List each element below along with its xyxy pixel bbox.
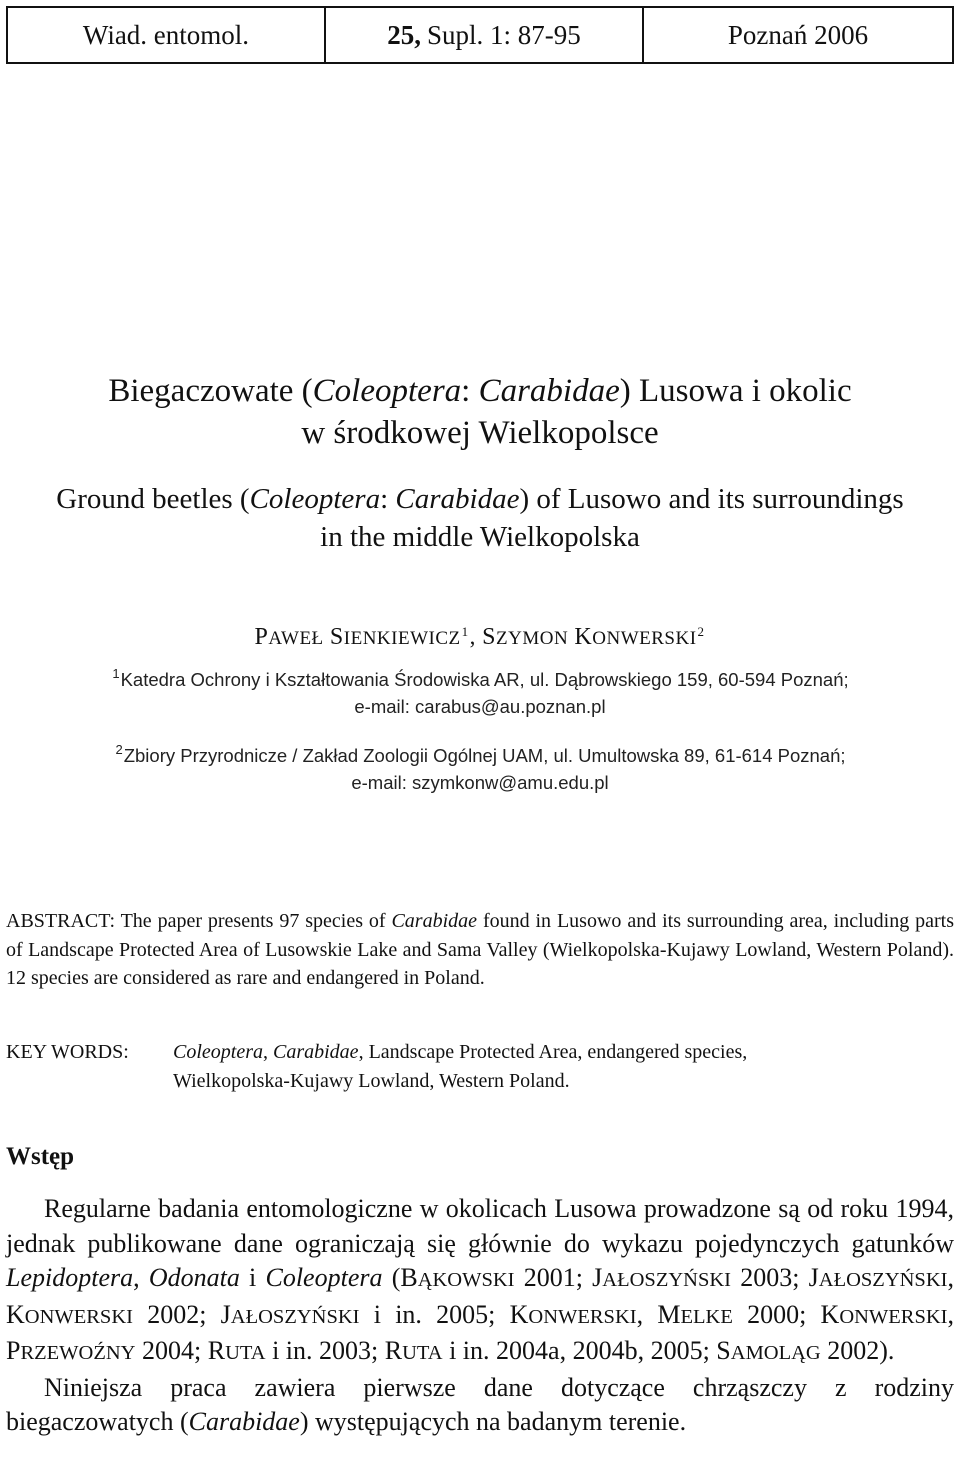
- intro-text: 2000;: [732, 1299, 821, 1329]
- title-polish: [0, 370, 960, 454]
- cite-name: ONWERSKI: [528, 1305, 637, 1328]
- title-polish-line1: [0, 370, 960, 412]
- taxon-lepidoptera: Lepidoptera: [6, 1263, 134, 1292]
- author-2-first-rest: ZYMON: [496, 628, 569, 649]
- author-2-sup: 2: [697, 624, 705, 639]
- title-en-taxon1: Coleoptera: [249, 483, 381, 515]
- cite-name: UTA: [402, 1342, 443, 1364]
- intro-text: 2003;: [730, 1263, 809, 1292]
- title-en-sep: :: [380, 483, 396, 515]
- intro-paragraph-2: [6, 1371, 954, 1440]
- author-1-first-rest: AWEŁ: [268, 628, 324, 649]
- title-en-taxon2: Carabidae: [395, 483, 520, 515]
- keywords-rest1: , Landscape Protected Area, endangered species,: [358, 1041, 748, 1063]
- author-2-last-rest: ONWERSKI: [592, 628, 697, 649]
- author-1-last-initial: S: [329, 624, 344, 650]
- affiliation-2-text: Zbiory Przyrodnicze / Zakład Zoologii Ogólnej UAM, ul. Umultowska 89, 61-614 Poznań;: [123, 745, 846, 766]
- affiliation-2-email: e-mail: szymkonw@amu.edu.pl: [351, 772, 609, 793]
- cite-name: ĄKOWSKI: [417, 1269, 515, 1291]
- cite-name: UTA: [225, 1342, 266, 1364]
- intro-text: i: [239, 1263, 266, 1292]
- author-2-last-initial: K: [574, 624, 593, 650]
- place-year: Poznań 2006: [727, 19, 869, 50]
- title-pl-post: ) Lusowa i okolic: [619, 373, 852, 409]
- volume-number: 25,: [387, 19, 421, 50]
- author-2: [482, 624, 705, 649]
- cite-name: ONWERSKI: [24, 1305, 133, 1328]
- keyword-carabidae: Carabidae: [273, 1041, 359, 1063]
- abstract: [6, 907, 954, 993]
- intro-text: ) występujących na badanym terenie.: [299, 1407, 687, 1436]
- title-pl-pre: Biegaczowate (: [108, 373, 313, 409]
- authors-line: PAWEŁ SIENKIEWICZ$^1$, SZYMON KONWERSKI$^2$: [254, 624, 705, 650]
- cite-initial: P: [6, 1336, 21, 1365]
- affiliation-2: [0, 736, 960, 796]
- place-year-cell: [644, 8, 952, 62]
- cite-initial: K: [6, 1299, 25, 1329]
- cite-name: RZEWOŹNY: [20, 1342, 136, 1364]
- affiliation-2-line1: [0, 736, 960, 769]
- taxon-odonata: Odonata: [148, 1263, 240, 1292]
- abstract-taxon: Carabidae: [391, 910, 478, 932]
- affiliation-1-email: e-mail: carabus@au.poznan.pl: [354, 696, 606, 717]
- affiliation-2-num: 2: [115, 742, 123, 757]
- affiliation-1-num: 1: [112, 666, 120, 681]
- cite-initial: J: [220, 1299, 231, 1329]
- abstract-pre: ABSTRACT: The paper presents 97 species of: [6, 910, 392, 932]
- title-pl-sep: :: [461, 373, 479, 409]
- intro-text: ,: [133, 1263, 149, 1292]
- cite-initial: K: [509, 1299, 529, 1329]
- affiliation-1: [0, 660, 960, 720]
- author-1-sup: 1: [461, 624, 469, 639]
- author-1: [254, 624, 469, 649]
- title-english: [0, 480, 960, 556]
- intro-text: 2002;: [132, 1299, 221, 1329]
- cite-name: ONWERSKI: [839, 1305, 948, 1328]
- journal-header: [6, 6, 954, 64]
- intro-text: 2002).: [820, 1336, 895, 1365]
- cite-initial: R: [384, 1336, 403, 1365]
- title-pl-taxon2: Carabidae: [478, 373, 620, 409]
- cite-initial: J: [808, 1263, 819, 1292]
- intro-text: ,: [947, 1299, 955, 1329]
- cite-initial: J: [592, 1263, 603, 1292]
- intro-text: i in. 2003;: [265, 1336, 385, 1365]
- intro-text: ,: [636, 1299, 658, 1329]
- intro-text: Niniejsza praca zawiera pierwsze dane dotyczące chrząszczy z rodziny biegaczowatych (: [6, 1372, 954, 1436]
- cite-name: AŁOSZYŃSKI: [818, 1269, 948, 1291]
- title-english-line1: [0, 480, 960, 518]
- title-english-line2: in the middle Wielkopolska: [320, 521, 640, 553]
- journal-name: Wiad. entomol.: [82, 19, 250, 50]
- introduction: [6, 1192, 954, 1440]
- intro-paragraph-1: [6, 1192, 954, 1371]
- section-title: Wstęp: [6, 1143, 75, 1170]
- author-1-last-rest: IENKIEWICZ: [343, 628, 461, 649]
- cite-name: AŁOSZYŃSKI: [602, 1269, 731, 1291]
- cite-name: ELKE: [680, 1305, 733, 1328]
- keywords-label: KEY WORDS:: [6, 1041, 129, 1063]
- cite-initial: R: [207, 1336, 226, 1365]
- title-en-pre: Ground beetles (: [56, 483, 250, 515]
- author-2-first-initial: S: [482, 624, 496, 650]
- volume-cell: [326, 8, 644, 62]
- keywords-line1: [6, 1038, 954, 1067]
- cite-name: AŁOSZYŃSKI: [230, 1305, 360, 1328]
- cite-initial: B: [400, 1263, 418, 1292]
- taxon-carabidae: Carabidae: [188, 1407, 300, 1436]
- intro-text: 2001;: [514, 1263, 593, 1292]
- keywords: [6, 1038, 954, 1095]
- issue-pages: Supl. 1: 87-95: [426, 19, 581, 50]
- intro-text: ,: [947, 1263, 954, 1292]
- title-pl-taxon1: Coleoptera: [312, 373, 462, 409]
- keywords-sep: ,: [263, 1041, 273, 1063]
- cite-initial: M: [657, 1299, 681, 1329]
- affiliation-1-line1: [0, 660, 960, 693]
- keywords-line2: Wielkopolska-Kujawy Lowland, Western Poland.: [173, 1069, 570, 1092]
- cite-initial: S: [716, 1336, 731, 1365]
- cite-initial: K: [820, 1299, 840, 1329]
- affiliation-1-text: Katedra Ochrony i Kształtowania Środowiska AR, ul. Dąbrowskiego 159, 60-594 Poznań;: [120, 669, 849, 690]
- intro-text: i in. 2005;: [359, 1299, 510, 1329]
- intro-text: Regularne badania entomologiczne w okolicach Lusowa prowadzone są od roku 1994, jednak publikowane dane ograniczają się głównie do wykazu pojedynczych gatunków: [6, 1194, 954, 1258]
- intro-text: i in. 2004a, 2004b, 2005;: [442, 1336, 717, 1365]
- keyword-coleoptera: Coleoptera: [173, 1041, 263, 1063]
- intro-text: 2004;: [135, 1336, 208, 1365]
- author-1-first-initial: P: [254, 624, 269, 650]
- intro-text: (: [382, 1263, 401, 1292]
- title-polish-line2: w środkowej Wielkopolsce: [301, 415, 659, 451]
- taxon-coleoptera: Coleoptera: [265, 1263, 383, 1292]
- cite-name: AMOLĄG: [730, 1342, 821, 1364]
- title-en-post: ) of Lusowo and its surroundings: [519, 483, 904, 515]
- abstract-post: found in Lusowo and its surrounding area, including parts of Landscape Protected Area of Lusowskie Lake and Sama Valley (Wielkopolska-Kujawy Lowland, Western Poland). 12 species are considered as rare and endangered in Poland.: [6, 910, 954, 989]
- journal-name-cell: [8, 8, 326, 62]
